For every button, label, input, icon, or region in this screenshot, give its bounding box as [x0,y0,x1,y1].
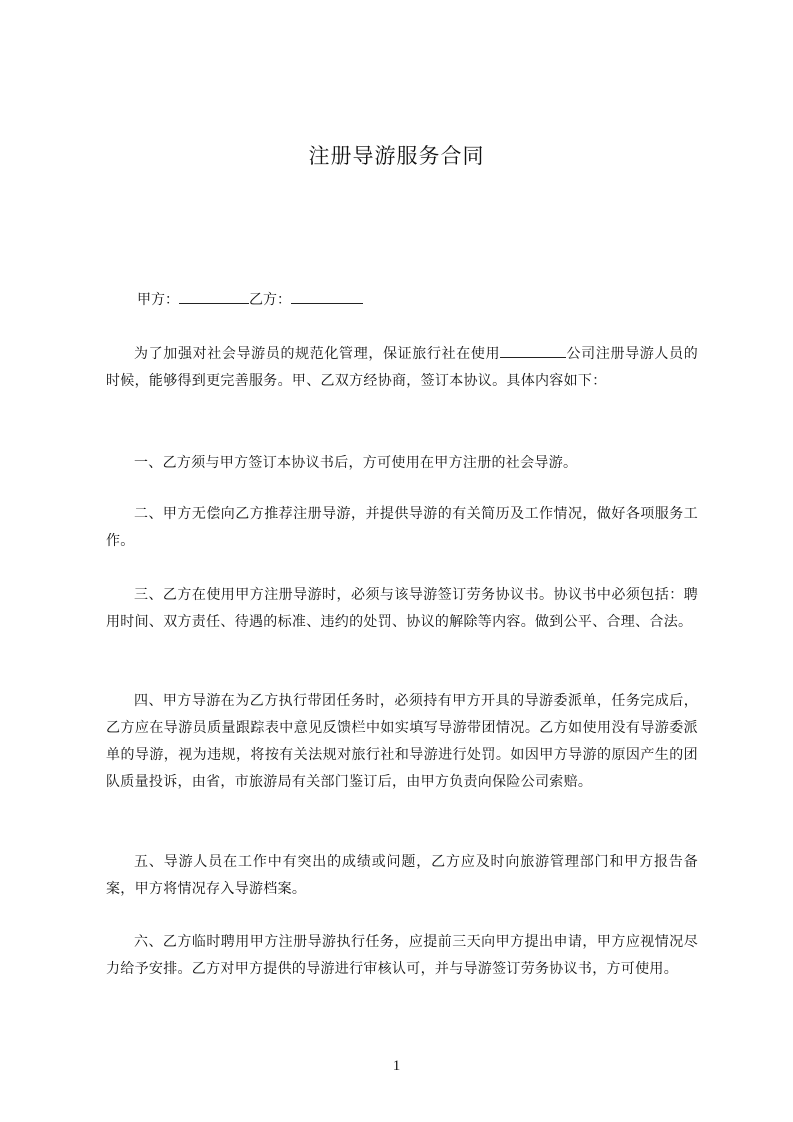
party-a-label: 甲方： [137,292,179,308]
intro-text-after-blank: 公司注册导游人员的时候，能够得到更完善服务。甲、乙双方经协商，签订本协议。具体内容如下： [106,346,699,389]
parties-line [137,290,363,310]
clause-2: 二、甲方无偿向乙方推荐注册导游，并提供导游的有关简历及工作情况，做好各项服务工作。 [106,506,698,549]
company-blank [500,344,566,358]
clause-4: 四、甲方导游在为乙方执行带团任务时，必须持有甲方开具的导游委派单，任务完成后，乙方应在导游员质量跟踪表中意见反馈栏中如实填写导游带团情况。乙方如使用没有导游委派单的导游，视为违规，将按有关法规对旅行社和导游进行处罚。如因甲方导游的原因产生的团队质量投诉，由省，市旅游局有关部门鉴订后，由甲方负责向保险公司索赔。 [106,693,698,790]
page-number: 1 [392,1058,401,1074]
document-title: 注册导游服务合同 [308,144,485,168]
party-b-label: 乙方： [249,292,291,308]
intro-paragraph [106,341,698,395]
clause-6: 六、乙方临时聘用甲方注册导游执行任务，应提前三天向甲方提出申请，甲方应视情况尽力给予安排。乙方对甲方提供的导游进行审核认可，并与导游签订劳务协议书，方可使用。 [106,934,698,977]
clause-5: 五、导游人员在工作中有突出的成绩或问题，乙方应及时向旅游管理部门和甲方报告备案，甲方将情况存入导游档案。 [106,854,698,897]
intro-text-before-blank: 为了加强对社会导游员的规范化管理，保证旅行社在使用 [134,346,501,362]
clause-1: 一、乙方须与甲方签订本协议书后，方可使用在甲方注册的社会导游。 [134,455,578,471]
party-b-blank [291,290,363,304]
party-a-blank [179,290,249,304]
clause-3: 三、乙方在使用甲方注册导游时，必须与该导游签订劳务协议书。协议书中必须包括：聘用时间、双方责任、待遇的标准、违约的处罚、协议的解除等内容。做到公平、合理、合法。 [106,587,698,630]
